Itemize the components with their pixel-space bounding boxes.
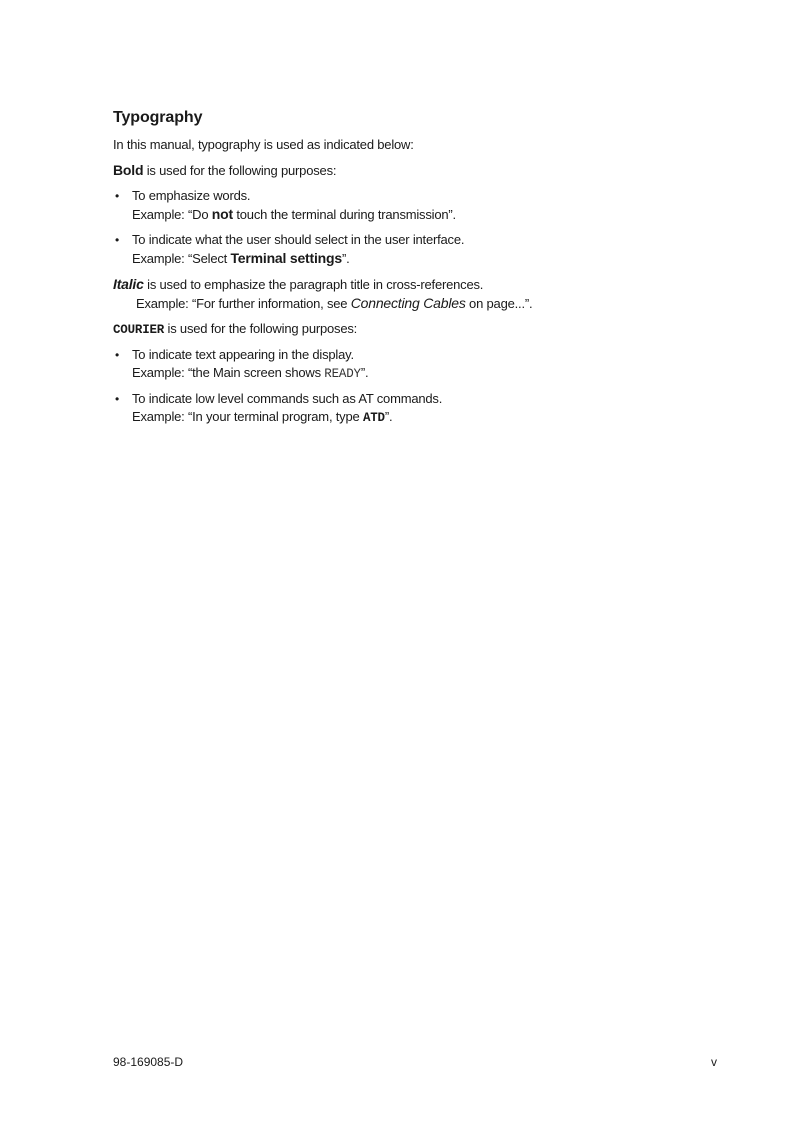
page-content: [113, 108, 713, 434]
bullet-icon: •: [115, 392, 120, 406]
list-item-example: [132, 408, 713, 427]
list-item-text: To emphasize words.: [132, 188, 251, 203]
example-suffix: ”.: [384, 409, 393, 424]
italic-description-text: is used to emphasize the paragraph title in cross-references.: [143, 277, 484, 292]
list-item-example: [132, 364, 713, 383]
list-item-text: To indicate low level commands such as AT commands.: [132, 391, 443, 406]
intro-paragraph: In this manual, typography is used as indicated below:: [113, 137, 414, 152]
bold-description-text: is used for the following purposes:: [143, 163, 337, 178]
list-item: [113, 187, 713, 224]
bullet-icon: •: [115, 233, 120, 247]
bullet-icon: •: [115, 189, 120, 203]
courier-description: [113, 320, 713, 339]
italic-description: [113, 275, 713, 313]
italic-term: Italic: [113, 276, 144, 292]
example-emphasis: not: [211, 206, 233, 222]
page-footer: [113, 1055, 717, 1069]
page-number: v: [711, 1055, 717, 1069]
bullet-icon: •: [115, 348, 120, 362]
list-item-text: To indicate text appearing in the display.: [132, 347, 354, 362]
example-prefix: Example: “For further information, see: [136, 296, 351, 311]
example-prefix: Example: “Do: [132, 207, 212, 222]
bold-description: [113, 161, 713, 180]
example-suffix: on page...”.: [465, 296, 533, 311]
courier-term: COURIER: [113, 323, 165, 337]
section-heading: Typography: [113, 109, 203, 126]
document-number: 98-169085-D: [113, 1055, 184, 1069]
example-prefix: Example: “In your terminal program, type: [132, 409, 363, 424]
example-emphasis: Terminal settings: [230, 250, 342, 266]
example-emphasis: READY: [324, 367, 361, 381]
list-item: [113, 346, 713, 383]
list-item-example: [132, 249, 713, 268]
courier-purpose-list: [113, 346, 713, 427]
example-suffix: ”.: [360, 365, 369, 380]
list-item: [113, 231, 713, 268]
list-item: [113, 390, 713, 427]
example-suffix: ”.: [341, 251, 350, 266]
example-prefix: Example: “the Main screen shows: [132, 365, 325, 380]
bold-purpose-list: [113, 187, 713, 268]
italic-example: [113, 294, 713, 313]
example-suffix: touch the terminal during transmission”.: [232, 207, 456, 222]
list-item-text: To indicate what the user should select in the user interface.: [132, 232, 465, 247]
list-item-example: [132, 205, 713, 224]
bold-term: Bold: [113, 162, 144, 178]
example-emphasis: Connecting Cables: [350, 295, 466, 311]
example-prefix: Example: “Select: [132, 251, 231, 266]
courier-description-text: is used for the following purposes:: [164, 321, 358, 336]
example-emphasis: ATD: [362, 411, 385, 425]
